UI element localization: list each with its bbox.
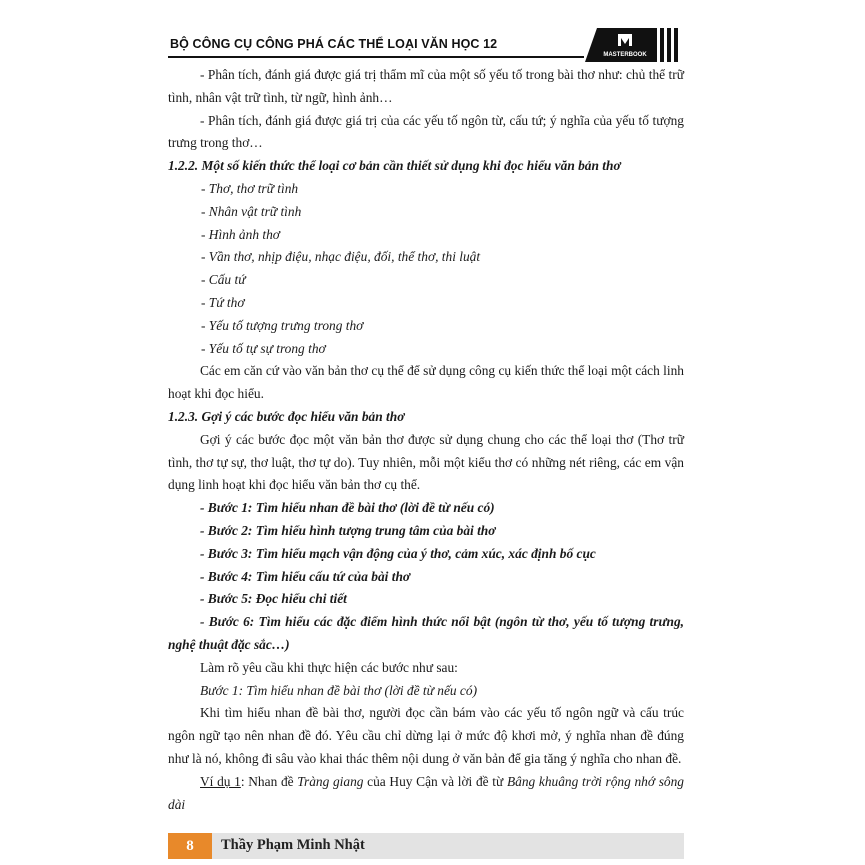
example-label: Ví dụ 1 (200, 773, 241, 789)
step-item: - Bước 5: Đọc hiểu chi tiết (200, 591, 347, 607)
paragraph: - Phân tích, đánh giá được giá trị thẩm mĩ của một số yếu tố trong bài thơ như: chủ thể trữ tình, nhân vật trữ tình, từ ngữ, hình ảnh… (168, 67, 684, 105)
masterbook-logo (585, 28, 685, 62)
list-item: - Vần thơ, nhịp điệu, nhạc điệu, đối, thể thơ, thi luật (201, 249, 481, 265)
example-text: : Nhan đề (240, 773, 298, 789)
paragraph: Gợi ý các bước đọc một văn bản thơ được sử dụng chung cho các thể loại thơ (Thơ trữ tình, thơ tự sự, thơ luật, thơ tự do). Tuy nhiên, mỗi một kiểu thơ có những nét riêng, các em vận dụng linh hoạt khi đọc hiểu văn bản thơ cụ thể. (168, 431, 684, 493)
paragraph: Các em căn cứ vào văn bản thơ cụ thể để sử dụng công cụ kiến thức thể loại một cách linh hoạt khi đọc hiểu. (168, 363, 684, 402)
header-rule (168, 56, 584, 58)
example-quote: Bâng khuâng trời rộng nhớ sông dài (168, 773, 684, 812)
paragraph: Bước 1: Tìm hiểu nhan đề bài thơ (lời đề từ nếu có) (200, 682, 478, 698)
step-item: - Bước 1: Tìm hiểu nhan đề bài thơ (lời đề từ nếu có) (200, 500, 495, 516)
logo-text: MASTERBOOK (603, 52, 647, 58)
running-header-title: BỘ CÔNG CỤ CÔNG PHÁ CÁC THỂ LOẠI VĂN HỌC 12 (170, 37, 498, 51)
footer-author: Thầy Phạm Minh Nhật (221, 837, 365, 853)
list-item: - Cấu tứ (201, 272, 246, 288)
list-item: - Tứ thơ (201, 294, 245, 310)
step-item: - Bước 3: Tìm hiểu mạch vận động của ý thơ, cảm xúc, xác định bố cục (200, 545, 596, 561)
step-item: - Bước 4: Tìm hiểu cấu tứ của bài thơ (200, 568, 411, 584)
step-item: - Bước 2: Tìm hiểu hình tượng trung tâm của bài thơ (200, 522, 496, 538)
example-title: Tràng giang (297, 773, 364, 789)
section-heading-1-2-3: 1.2.3. Gợi ý các bước đọc hiểu văn bản thơ (168, 408, 405, 424)
paragraph: - Phân tích, đánh giá được giá trị của các yếu tố ngôn từ, cấu tứ; ý nghĩa của yếu tố tượng trưng trong thơ… (168, 112, 684, 151)
paragraph: Khi tìm hiểu nhan đề bài thơ, người đọc cần bám vào các yếu tố ngôn ngữ và cấu trúc ngôn ngữ tạo nên nhan đề đó. Yêu cầu chỉ dừng lại ở mức độ khơi mở, ý nghĩa nhan đề đúng như là nó, không đi sâu vào khai thác thêm nội dung ở văn bản để gia tăng ý nghĩa cho nhan đề. (168, 705, 684, 766)
list-item: - Nhân vật trữ tình (201, 203, 302, 219)
example-text: của Huy Cận và lời đề từ (363, 773, 507, 789)
example-paragraph (168, 771, 684, 817)
page-body (168, 64, 684, 816)
list-item: - Hình ảnh thơ (201, 226, 280, 242)
list-item: - Yếu tố tượng trưng trong thơ (201, 317, 364, 333)
list-item: - Yếu tố tự sự trong thơ (201, 340, 326, 356)
list-item: - Thơ, thơ trữ tình (201, 180, 299, 196)
paragraph: Làm rõ yêu cầu khi thực hiện các bước như sau: (200, 659, 458, 675)
page-number: 8 (168, 833, 212, 859)
section-heading-1-2-2: 1.2.2. Một số kiến thức thể loại cơ bản cần thiết sử dụng khi đọc hiểu văn bản thơ (168, 158, 621, 174)
step-item: - Bước 6: Tìm hiểu các đặc điểm hình thức nổi bật (ngôn từ thơ, yếu tố tượng trưng, nghệ thuật đặc sắc…) (168, 614, 684, 652)
